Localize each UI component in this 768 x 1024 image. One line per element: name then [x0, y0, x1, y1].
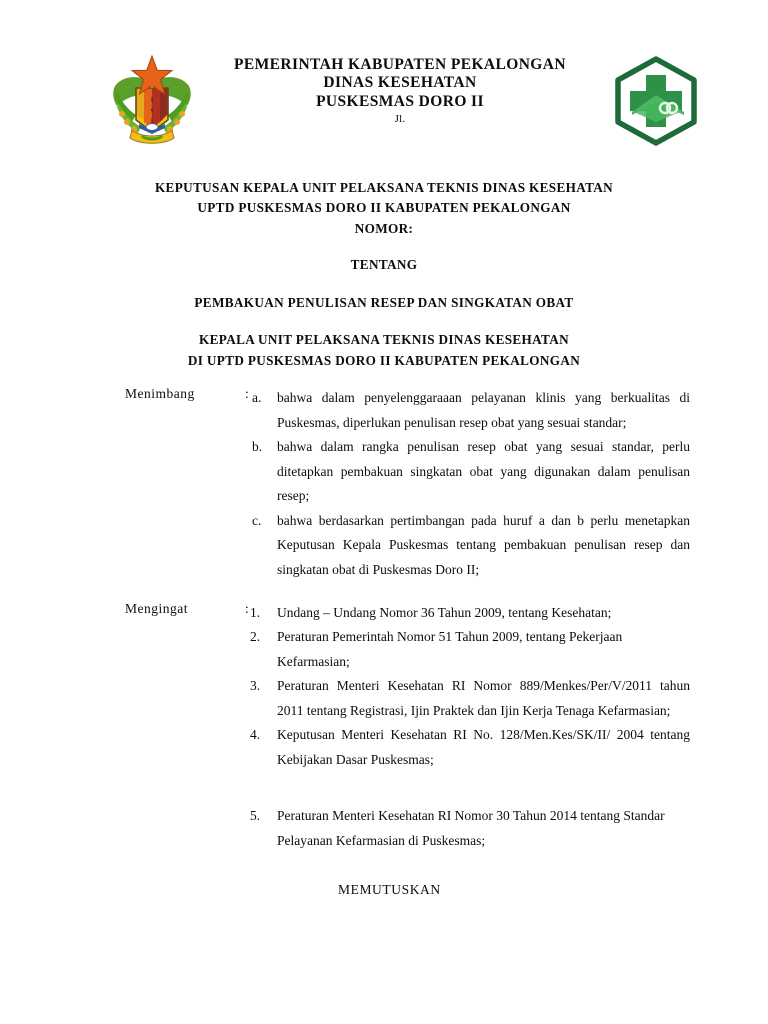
letterhead-text [200, 56, 600, 126]
list-item [0, 625, 768, 674]
list-item [0, 386, 768, 435]
list-text: bahwa dalam rangka penulisan resep obat yang sesuai standar, perlu ditetapkan pembakuan singkatan obat yang digunakan dalam penulisan resep; [277, 439, 690, 504]
list-text: bahwa dalam penyelenggaraaan pelayanan klinis yang berkualitas di Puskesmas, diperlukan penulisan resep obat yang sesuai standar; [277, 390, 690, 430]
letterhead-line-3: PUSKESMAS DORO II [316, 92, 484, 110]
menimbang-colon: : [245, 386, 249, 401]
menimbang-list [0, 386, 768, 583]
list-text: Peraturan Pemerintah Nomor 51 Tahun 2009, tentang Pekerjaan Kefarmasian; [277, 629, 623, 669]
decree-number: NOMOR: [354, 220, 414, 236]
mengingat-label: Mengingat [125, 600, 188, 616]
list-marker: 1. [250, 604, 261, 620]
list-marker: 4. [250, 727, 261, 743]
memutuskan-heading: MEMUTUSKAN [338, 881, 441, 897]
list-text: Peraturan Menteri Kesehatan RI Nomor 30 Tahun 2014 tentang Standar Pelayanan Kefarmasian di Puskesmas; [277, 808, 665, 848]
letterhead-street-address: Jl. [394, 112, 406, 125]
decree-title-line-1: KEPUTUSAN KEPALA UNIT PELAKSANA TEKNIS DINAS KESEHATAN [154, 180, 614, 195]
list-item [0, 674, 768, 723]
decree-title-line-2: UPTD PUSKESMAS DORO II KABUPATEN PEKALONGAN [197, 200, 571, 216]
list-item [0, 601, 768, 626]
decree-body [0, 386, 768, 902]
list-marker: 5. [250, 808, 261, 824]
list-text: bahwa berdasarkan pertimbangan pada huruf a dan b perlu menetapkan Keputusan Kepala Puskesmas tentang pembakuan penulisan resep dan singkatan obat di Puskesmas Doro II; [277, 512, 690, 577]
mengingat-section [0, 601, 768, 854]
menimbang-label: Menimbang [125, 386, 195, 401]
mengingat-colon: : [245, 600, 249, 616]
pekalongan-regency-coat-of-arms-icon [108, 52, 196, 152]
list-text: Undang – Undang Nomor 36 Tahun 2009, tentang Kesehatan; [277, 604, 612, 620]
letterhead [0, 50, 768, 155]
issuing-authority-line-1: KEPALA UNIT PELAKSANA TEKNIS DINAS KESEHATAN [199, 332, 569, 348]
letterhead-line-1: PEMERINTAH KABUPATEN PEKALONGAN [234, 56, 566, 73]
list-item [0, 435, 768, 509]
tentang-label: TENTANG [350, 257, 418, 273]
letterhead-line-2: DINAS KESEHATAN [323, 74, 477, 92]
list-item [0, 723, 768, 772]
list-item [0, 804, 768, 853]
decree-subject: PEMBAKUAN PENULISAN RESEP DAN SINGKATAN OBAT [194, 294, 574, 310]
list-marker: b. [252, 439, 263, 455]
list-marker: 3. [250, 678, 261, 694]
list-marker: a. [252, 390, 262, 405]
decree-title-block [64, 178, 704, 371]
menimbang-section [0, 386, 768, 583]
mengingat-list [0, 601, 768, 854]
list-text: Keputusan Menteri Kesehatan RI No. 128/Men.Kes/SK/II/ 2004 tentang Kebijakan Dasar Puskesmas; [277, 727, 690, 767]
puskesmas-logo-icon [610, 55, 702, 147]
list-marker: c. [252, 512, 262, 528]
list-marker: 2. [250, 629, 261, 645]
list-text: Peraturan Menteri Kesehatan RI Nomor 889/Menkes/Per/V/2011 tahun 2011 tentang Registrasi, Ijin Praktek dan Ijin Kerja Tenaga Kefarmasian; [277, 678, 690, 718]
list-item [0, 509, 768, 583]
issuing-authority-line-2: DI UPTD PUSKESMAS DORO II KABUPATEN PEKALONGAN [187, 352, 581, 368]
